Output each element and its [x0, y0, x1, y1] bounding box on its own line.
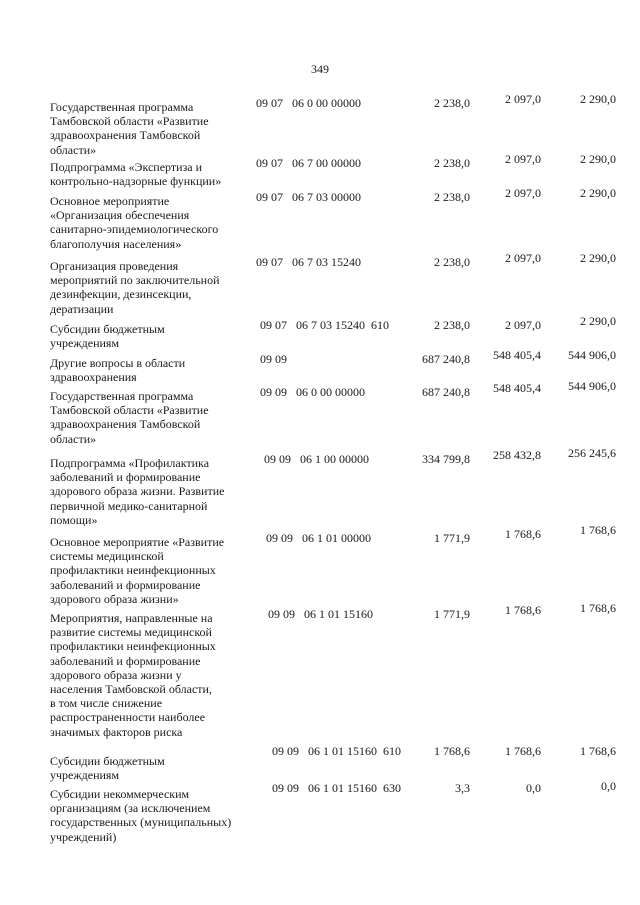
row-value-year2: 258 432,8 [493, 448, 541, 462]
row-name: Подпрограмма «Профилактика заболеваний и формирование здорового образа жизни. Развитие первичной медико-санитарной помощи» [50, 456, 225, 527]
row-value-year3: 2 290,0 [580, 92, 616, 106]
row-value-year1: 2 238,0 [434, 156, 470, 170]
row-value-year2: 1 768,6 [505, 603, 541, 617]
row-code: 09 07 06 7 03 00000 [256, 190, 361, 204]
row-name: Подпрограмма «Экспертиза и контрольно-надзорные функции» [50, 160, 222, 189]
row-value-year1: 1 771,9 [434, 607, 470, 621]
row-value-year2: 2 097,0 [505, 318, 541, 332]
row-code: 09 07 06 7 03 15240 610 [260, 318, 389, 332]
row-value-year1: 2 238,0 [434, 96, 470, 110]
row-value-year2: 548 405,4 [493, 348, 541, 362]
row-value-year1: 3,3 [455, 781, 470, 795]
row-value-year2: 0,0 [526, 781, 541, 795]
row-code: 09 09 06 1 01 15160 630 [272, 781, 401, 795]
row-code: 09 09 [260, 352, 287, 366]
row-value-year3: 1 768,6 [580, 523, 616, 537]
row-value-year2: 2 097,0 [505, 251, 541, 265]
row-value-year3: 2 290,0 [580, 152, 616, 166]
row-value-year1: 1 771,9 [434, 531, 470, 545]
row-value-year1: 687 240,8 [422, 385, 470, 399]
row-value-year3: 1 768,6 [580, 601, 616, 615]
row-code: 09 07 06 0 00 00000 [256, 96, 361, 110]
row-value-year3: 1 768,6 [580, 744, 616, 758]
row-code: 09 09 06 1 01 15160 [268, 607, 373, 621]
row-value-year1: 2 238,0 [434, 318, 470, 332]
row-value-year2: 548 405,4 [493, 381, 541, 395]
row-name: Государственная программа Тамбовской области «Развитие здравоохранения Тамбовской области» [50, 100, 209, 157]
row-value-year1: 687 240,8 [422, 352, 470, 366]
row-name: Субсидии некоммерческим организациям (за исключением государственных (муниципальных) учреждений) [50, 787, 232, 844]
row-value-year3: 544 906,0 [568, 348, 616, 362]
row-value-year3: 2 290,0 [580, 314, 616, 328]
row-code: 09 09 06 1 01 00000 [266, 531, 371, 545]
row-value-year3: 0,0 [601, 779, 616, 793]
row-name: Мероприятия, направленные на развитие системы медицинской профилактики неинфекционных заболеваний и формирование здорового образа жизни у населения Тамбовской области, в том числе снижение распространенности наиболее значимых факторов риска [50, 611, 216, 739]
row-code: 09 09 06 1 01 15160 610 [272, 744, 401, 758]
page-number: 349 [311, 62, 329, 76]
row-value-year1: 1 768,6 [434, 744, 470, 758]
row-name: Организация проведения мероприятий по заключительной дезинфекции, дезинсекции, дератизации [50, 259, 220, 316]
row-name: Основное мероприятие «Развитие системы медицинской профилактики неинфекционных заболеваний и формирование здорового образа жизни» [50, 535, 225, 606]
row-value-year3: 256 245,6 [568, 446, 616, 460]
row-name: Другие вопросы в области здравоохранения [50, 356, 186, 385]
row-value-year1: 2 238,0 [434, 190, 470, 204]
row-value-year2: 1 768,6 [505, 744, 541, 758]
row-value-year2: 2 097,0 [505, 186, 541, 200]
row-code: 09 09 06 0 00 00000 [260, 385, 365, 399]
row-name: Субсидии бюджетным учреждениям [50, 754, 165, 783]
row-name: Субсидии бюджетным учреждениям [50, 322, 165, 351]
row-code: 09 09 06 1 00 00000 [264, 452, 369, 466]
row-value-year1: 334 799,8 [422, 452, 470, 466]
row-value-year3: 2 290,0 [580, 251, 616, 265]
row-name: Основное мероприятие «Организация обеспечения санитарно-эпидемиологического благополучия населения» [50, 194, 219, 251]
row-value-year3: 544 906,0 [568, 379, 616, 393]
row-code: 09 07 06 7 03 15240 [256, 255, 361, 269]
row-value-year2: 2 097,0 [505, 92, 541, 106]
row-value-year2: 2 097,0 [505, 152, 541, 166]
row-value-year3: 2 290,0 [580, 186, 616, 200]
row-code: 09 07 06 7 00 00000 [256, 156, 361, 170]
row-name: Государственная программа Тамбовской области «Развитие здравоохранения Тамбовской области» [50, 389, 209, 446]
row-value-year1: 2 238,0 [434, 255, 470, 269]
row-value-year2: 1 768,6 [505, 527, 541, 541]
